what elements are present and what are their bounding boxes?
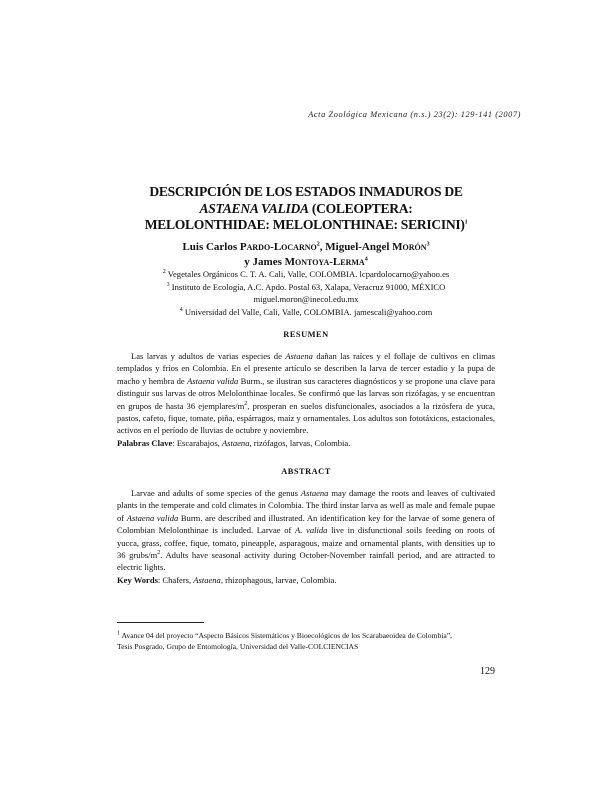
authors-line-1 (100, 240, 512, 255)
abstract-text-5: . Adults have seasonal activity during October-November rainfall period, and are attracted to electric lights. (117, 550, 496, 573)
affiliations (100, 268, 512, 319)
title-line-1: DESCRIPCIÓN DE LOS ESTADOS INMADUROS DE (149, 184, 463, 199)
abstract-genus: Astaena (300, 488, 329, 498)
resumen-text-2: dañan las raíces y el follaje de cultivos en climas templados y fríos en Colombia. En el presente artículo se describen la larva de tercer estadio y la pupa de macho y hembra de (117, 351, 495, 386)
title-footnote-mark: 1 (464, 219, 468, 226)
abstract-text-1: Larvae and adults of some species of the genus (131, 488, 301, 498)
author-2-given: Miguel-Angel (325, 241, 393, 253)
footnote-line-2: Tesis Posgrado, Grupo de Entomología, Universidad del Valle-COLCIENCIAS (117, 642, 359, 651)
author-1-mark: 2 (316, 241, 320, 248)
affiliation-3 (100, 306, 512, 319)
title-line-2-rest: (COLEOPTERA: (308, 200, 413, 216)
resumen-text-4: , prosperan en suelos disfuncionales, asociados a la rizósfera de yuca, pastos, cafeto, fique, tomate, piña, espárragos, maíz y ornamentales. Los adultos son fototáxicos, estacionales, activos en el período de lluvias de octubre y noviembre. (117, 400, 495, 436)
affiliation-1-text: Vegetales Orgánicos C. T. A. Cali, Valle, COLOMBIA. lcpardolocarno@yahoo.es (165, 269, 450, 279)
resumen-keywords-2: , rizófagos, larvas, Colombia. (249, 437, 351, 448)
resumen-species: Astaena valida (187, 375, 239, 386)
author-3-given: y James (244, 256, 285, 268)
footnote-mark: 1 (117, 630, 120, 637)
author-list (100, 240, 512, 270)
author-2-mark: 3 (426, 241, 430, 248)
footnote-line-1 (117, 630, 497, 641)
resumen-keywords-genus: Astaena (221, 437, 250, 448)
footnote-divider (117, 622, 204, 623)
affiliation-2 (100, 281, 512, 294)
resumen-keywords-1: : Escarabajos, (172, 437, 222, 448)
abstract-keywords-label: Key Words (117, 574, 158, 585)
footnote-text-1: Avance 04 del proyecto “Aspecto Básicos Sistemáticos y Bioecológicos de los Scarabaeoidea de Colombia”, (120, 631, 452, 640)
resumen-body (117, 350, 495, 449)
page-number: 129 (480, 666, 495, 677)
affiliation-2-text: Instituto de Ecología, A.C. Apdo. Postal 63, Xalapa, Veracruz 91000, MÉXICO (169, 281, 446, 292)
abstract-heading: ABSTRACT (281, 467, 331, 476)
author-1-family: Pardo-Locarno (239, 241, 317, 253)
resumen-sup: 2 (244, 400, 248, 407)
title-line-3 (100, 217, 512, 234)
title-line-3-text: MELOLONTHIDAE: MELOLONTHINAE: SERICINI) (144, 217, 465, 232)
abstract-text-4: live in disfunctional soils feeding on roots of yucca, grass, coffee, fique, tomato, pineapple, asparagous, maize and ornamental plants, with densities up to 36 grubs/m (117, 525, 496, 561)
resumen-text-3: Burm., se ilustran sus caracteres diagnósticos y se propone una clave para distinguir sus larvas de otros Melolonthinae locales. Se confirmó que las larvas son rizófagas, y se encuentran en grupos de hasta 36 ejemplares/m (117, 375, 495, 411)
abstract-text-2: may damage the roots and leaves of cultivated plants in the temperate and cold climates in Colombia. The third instar larva as well as male and female pupae of (117, 488, 495, 523)
resumen-keywords (117, 438, 350, 448)
abstract-sup: 2 (157, 550, 161, 557)
affiliation-2-mark: 3 (166, 281, 170, 288)
affiliation-2-email: miguel.moron@inecol.edu.mx (253, 294, 359, 305)
author-2-family: Morón (392, 241, 427, 253)
title-line-2 (100, 201, 512, 218)
abstract-body (117, 487, 495, 586)
affiliation-3-text: Universidad del Valle, Cali, Valle, COLOMBIA. jamescali@yahoo.com (182, 307, 433, 318)
resumen-heading: RESUMEN (283, 330, 329, 339)
footnote (117, 630, 497, 652)
author-3-family: Montoya-Lerma (284, 256, 365, 268)
journal-citation: Acta Zoológica Mexicana (n.s.) 23(2): 129-141 (2007) (308, 110, 521, 119)
affiliation-1-mark: 2 (162, 269, 166, 276)
abstract-keywords-1: : Chafers, (157, 574, 194, 585)
resumen-text-1: Las larvas y adultos de varias especies de (131, 351, 286, 361)
abstract-keywords (117, 575, 336, 585)
abstract-species: Astaena valida (126, 512, 179, 523)
author-separator: , (319, 241, 326, 253)
title-species: ASTAENA VALIDA (199, 200, 309, 216)
resumen-keywords-label: Palabras Clave (117, 437, 173, 448)
abstract-text-3: Burm. are described and illustrated. An identification key for the larvae of some genera of Colombian Melolonthinae is included. Larvae of (117, 512, 495, 536)
article-title (100, 184, 512, 234)
abstract-keywords-2: , rhizophagous, larvae, Colombia. (220, 574, 337, 585)
resumen-genus: Astaena (285, 351, 313, 361)
author-1-given: Luis Carlos (182, 241, 240, 253)
author-3-mark: 4 (364, 256, 368, 263)
affiliation-3-mark: 4 (179, 307, 183, 314)
abstract-keywords-genus: Astaena (193, 574, 221, 585)
abstract-species-abbrev: A. valida (295, 525, 328, 536)
affiliation-1 (100, 268, 512, 281)
